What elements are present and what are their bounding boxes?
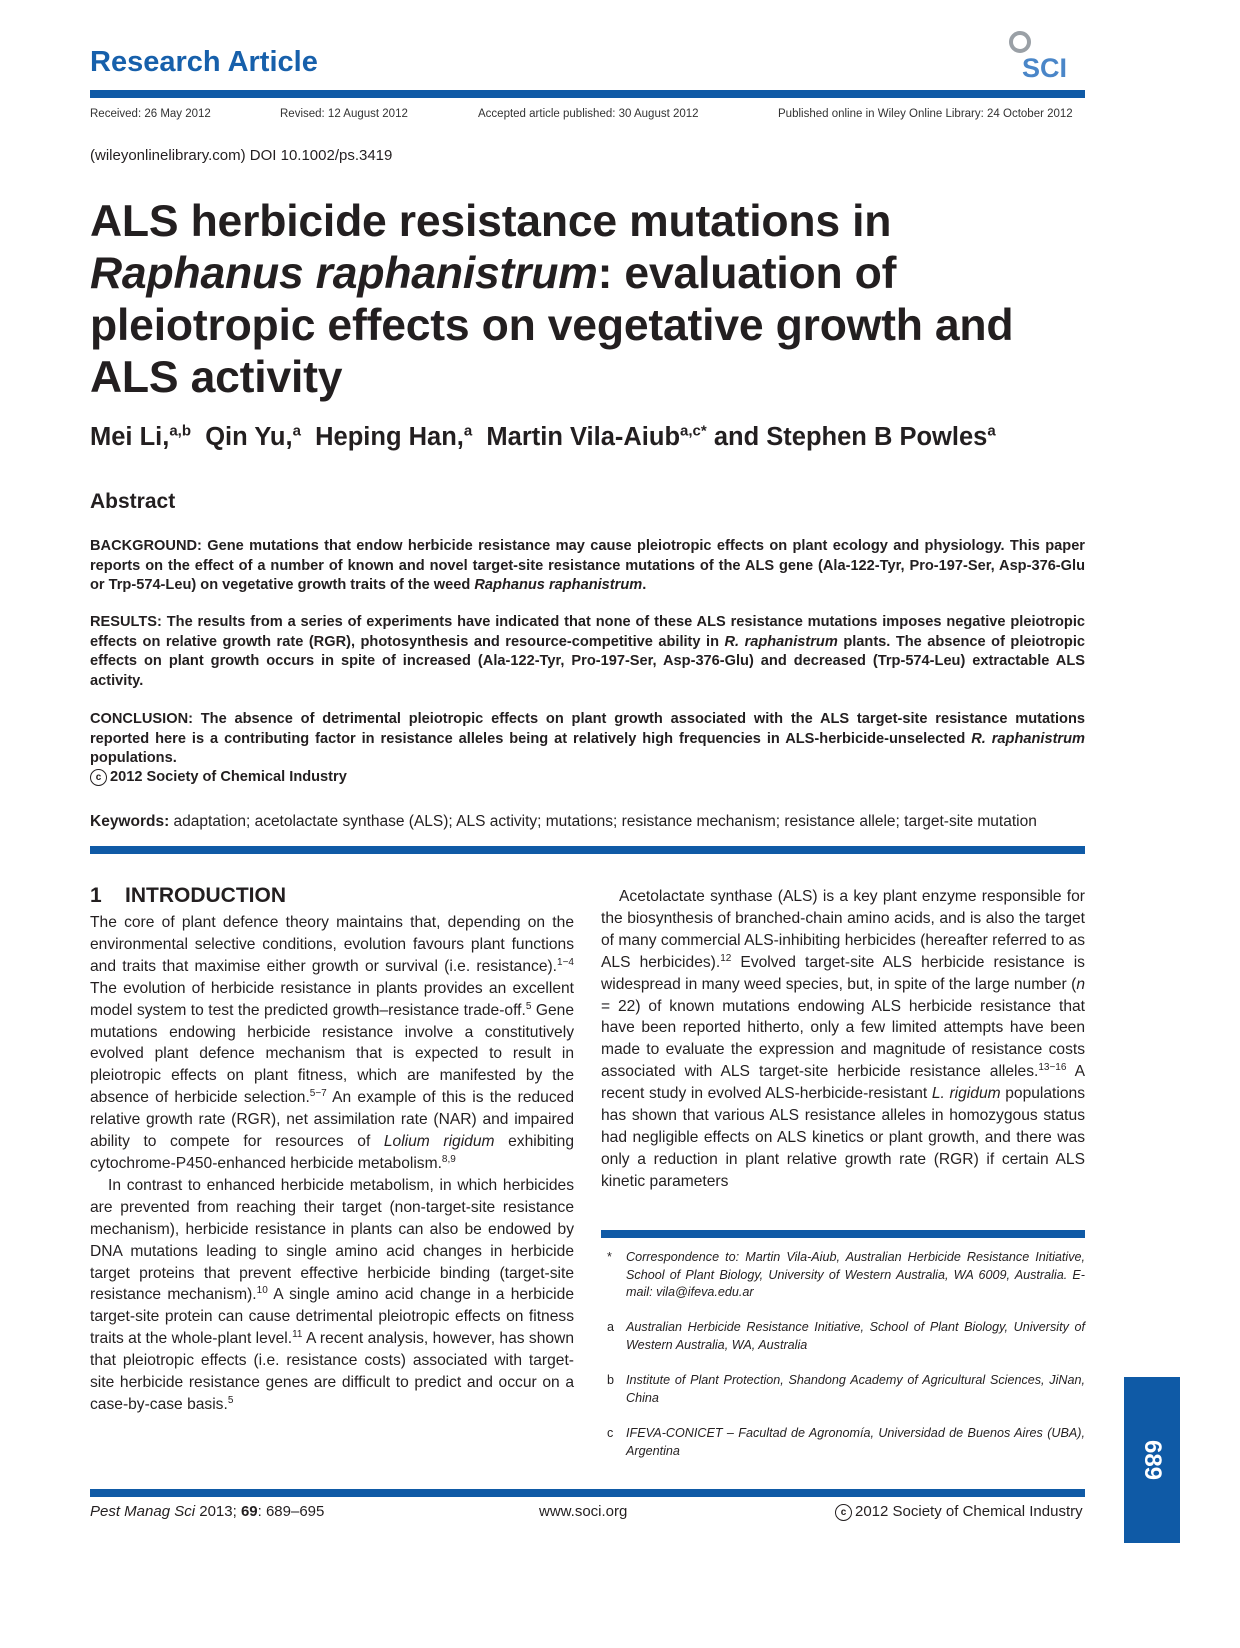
citation: 11 <box>292 1329 303 1341</box>
author-affiliation: a,b <box>169 422 192 440</box>
keywords-text: adaptation; acetolactate synthase (ALS); ALS activity; mutations; resistance mechanism; resistance allele; target-site mutation <box>169 813 1037 830</box>
citation: 5 <box>227 1394 234 1406</box>
title-line-1: ALS herbicide resistance mutations in <box>90 197 892 246</box>
author: Martin Vila-Aiub <box>486 423 681 451</box>
doi: (wileyonlinelibrary.com) DOI 10.1002/ps.3419 <box>90 147 393 164</box>
citation: 12 <box>720 952 732 964</box>
citation: 10 <box>256 1285 268 1297</box>
citation: 13−16 <box>1038 1062 1067 1074</box>
citation: 8,9 <box>441 1153 456 1165</box>
author-conjunction: and <box>713 423 760 451</box>
footnote-affiliation-c: c IFEVA-CONICET – Facultad de Agronomía, Universidad de Buenos Aires (UBA), Argentina <box>607 1426 1085 1458</box>
accepted-date: Accepted article published: 30 August 2012 <box>478 108 699 120</box>
author: Qin Yu, <box>205 423 293 451</box>
page-number: 689 <box>1138 1439 1166 1481</box>
title-species: Raphanus raphanistrum <box>90 249 598 298</box>
paragraph-3: Acetolactate synthase (ALS) is a key plant enzyme responsible for the biosynthesis of branched-chain amino acids, and is also the target of many commercial ALS-inhibiting herbicides (hereafter referred to as ALS herbicides).$^{12}$ Evolved target-site ALS herbicide resistance is widespread in many weed species, but, in spite of the large number (n = 22) of known mutations endowing ALS herbicide resistance that have been reported hitherto, only a few limited attempts have been made to evaluate the expression and magnitude of resistance costs associated with ALS target-site herbicide resistance alleles.$^{13-16}$ A recent study in evolved ALS-herbicide-resistant L. rigidum populations has shown that various ALS resistance alleles in homozygous status had negligible effects on ALS kinetics or plant growth, and there was only a reduction in plant relative growth rate (RGR) if certain ALS kinetic parameters <box>601 888 1085 1190</box>
article-title <box>90 196 1080 404</box>
footer-url[interactable]: www.soci.org <box>539 1503 628 1520</box>
section-label: Research Article <box>90 46 318 78</box>
author-affiliation: a <box>463 422 473 440</box>
keywords-label: Keywords: <box>90 813 170 830</box>
title-line-2: : evaluation of <box>597 249 897 298</box>
sci-logo <box>1000 28 1090 80</box>
author-affiliation: a,c* <box>680 422 707 440</box>
citation: 5−7 <box>309 1088 327 1100</box>
column-right <box>601 886 1085 1193</box>
paragraph-2: In contrast to enhanced herbicide metabolism, in which herbicides are prevented from reaching their target (non-target-site resistance mechanism), herbicide resistance in plants can also be endowed by DNA mutations leading to single amino acid changes in herbicide target proteins that prevent effective herbicide binding (target-site resistance mechanism).$^{10}$ A single amino acid change in a herbicide target-site protein can cause detrimental pleiotropic effects on fitness traits at the whole-plant level.$^{11}$ A recent analysis, however, has shown that pleiotropic effects (i.e. resistance costs) associated with target-site herbicide resistance genes are difficult to predict and occur on a case-by-case basis.$^5$ <box>90 1176 574 1413</box>
footnote-affiliation-b: b Institute of Plant Protection, Shandong Academy of Agricultural Sciences, JiNan, China <box>607 1373 1085 1405</box>
abstract-results: RESULTS: The results from a series of experiments have indicated that none of these ALS resistance mutations imposes negative pleiotropic effects on relative growth rate (RGR), photosynthesis and resource-competitive ability in R. raphanistrum plants. The absence of pleiotropic effects on plant growth occurs in spite of increased (Ala-122-Tyr, Pro-197-Ser, Asp-376-Glu) and decreased (Trp-574-Leu) extractable ALS activity. <box>90 614 1086 689</box>
section-heading-introduction: 1 INTRODUCTION <box>90 884 287 907</box>
paragraph-1: The core of plant defence theory maintains that, depending on the environmental selective conditions, evolution favours plant functions and traits that maximise either growth or survival (i.e. resistance).$^{1-4}$ The evolution of herbicide resistance in plants provides an excellent model system to test the predicted growth–resistance trade-off.$^5$ Gene mutations endowing herbicide resistance involve a constitutively evolved plant defence mechanism that is expected to result in pleiotropic effects on plant fitness, which are manifested by the absence of herbicide selection.$^{5-7}$ An example of this is the reduced relative growth rate (RGR), net assimilation rate (NAR) and impaired ability to compete for resources of Lolium rigidum exhibiting cytochrome-P450-enhanced herbicide metabolism.$^{8,9}$ <box>90 914 574 1172</box>
author-list <box>90 423 996 452</box>
footnote-correspondence: * Correspondence to: Martin Vila-Aiub, Australian Herbicide Resistance Initiative, School of Plant Biology, University of Western Australia, WA 6009, Australia. E-mail: vila@ifeva.edu.ar <box>607 1250 1085 1299</box>
abstract-background: BACKGROUND: Gene mutations that endow herbicide resistance may cause pleiotropic effects on plant ecology and physiology. This paper reports on the effect of a number of known and novel target-site resistance mutations of the ALS gene (Ala-122-Tyr, Pro-197-Ser, Asp-376-Glu or Trp-574-Leu) on vegetative growth traits of the weed Raphanus raphanistrum. <box>90 538 1085 593</box>
copyright-icon: c <box>835 1504 852 1521</box>
abstract-rule <box>90 846 1085 854</box>
citation: 1−4 <box>557 956 574 968</box>
author: Mei Li, <box>90 423 170 451</box>
author-affiliation: a <box>987 422 996 440</box>
published-date: Published online in Wiley Online Library: 24 October 2012 <box>778 108 1073 120</box>
abstract-copyright: c 2012 Society of Chemical Industry <box>90 769 347 786</box>
citation: 5 <box>525 1000 532 1012</box>
abstract-heading: Abstract <box>90 490 176 513</box>
received-date: Received: 26 May 2012 <box>90 108 211 120</box>
footnote-affiliation-a: a Australian Herbicide Resistance Initiative, School of Plant Biology, University of Western Australia, WA, Australia <box>607 1320 1085 1352</box>
abstract-conclusion: CONCLUSION: The absence of detrimental pleiotropic effects on plant growth associated with the ALS target-site resistance mutations reported here is a contributing factor in resistance alleles being at relatively high frequencies in ALS-herbicide-unselected R. raphanistrum populations. <box>90 711 1085 766</box>
title-line-3: pleiotropic effects on vegetative growth and <box>90 301 1014 350</box>
author-affiliation: a <box>292 422 301 440</box>
copyright-icon: c <box>90 769 107 786</box>
keywords <box>90 813 1085 831</box>
title-line-4: ALS activity <box>90 353 343 402</box>
column-left <box>90 912 574 1416</box>
revised-date: Revised: 12 August 2012 <box>280 108 408 120</box>
header-rule <box>90 90 1085 98</box>
footnote-rule <box>601 1230 1085 1238</box>
footer-citation: Pest Manag Sci 2013; 69: 689–695 <box>90 1503 325 1520</box>
author: Heping Han, <box>315 423 464 451</box>
footer-rule <box>90 1489 1085 1497</box>
footer-copyright: c 2012 Society of Chemical Industry <box>835 1503 1083 1521</box>
author: Stephen B Powles <box>766 423 988 451</box>
logo-text: SCI <box>1022 53 1068 80</box>
